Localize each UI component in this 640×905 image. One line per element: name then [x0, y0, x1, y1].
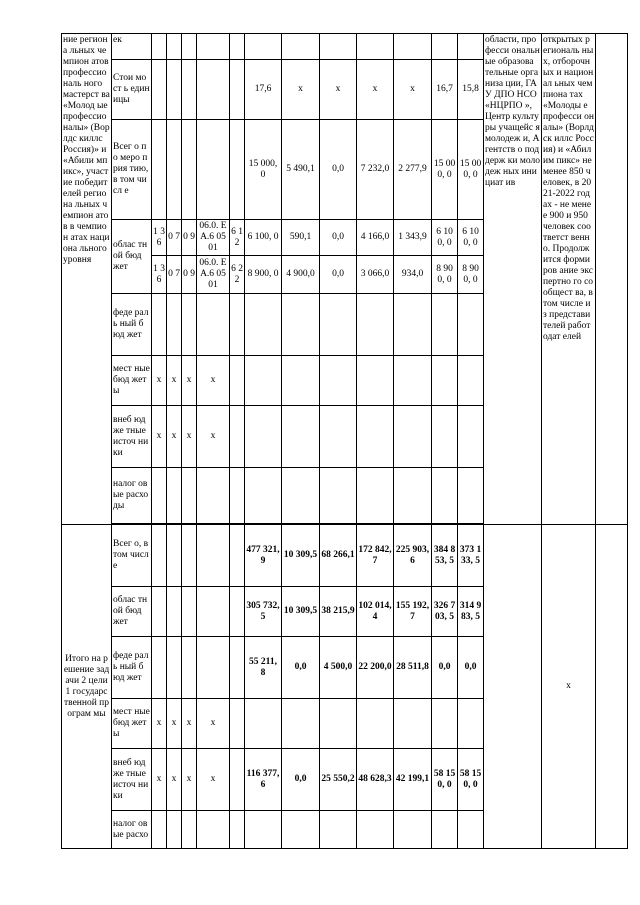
- value-cell: 38 215,9: [320, 587, 357, 637]
- value-cell: 17,6: [245, 60, 282, 120]
- value-cell: 15 000, 0: [458, 120, 484, 220]
- row-label: внеб юдже тные источ ники: [112, 406, 152, 468]
- value-cell: 16,7: [432, 60, 458, 120]
- value-cell: 116 377, 6: [245, 749, 282, 811]
- value-cell: 934,0: [394, 256, 432, 294]
- value-cell: 0,0: [432, 637, 458, 699]
- value-cell: 28 511,8: [394, 637, 432, 699]
- value-cell: 314 983, 5: [458, 587, 484, 637]
- row-label: мест ные бюд жеты: [112, 699, 152, 749]
- value-cell: 58 150, 0: [432, 749, 458, 811]
- indicator-cell: x: [542, 525, 596, 849]
- value-cell: 3 066,0: [357, 256, 394, 294]
- value-cell: 4 500,0: [320, 637, 357, 699]
- row-label: облас тной бюд жет: [112, 220, 152, 294]
- value-cell: 0,0: [320, 256, 357, 294]
- row-label: налог овые расхо: [112, 811, 152, 849]
- value-cell: 6 100, 0: [458, 220, 484, 256]
- value-cell: x: [152, 749, 167, 811]
- value-cell: 155 192,7: [394, 587, 432, 637]
- value-cell: 4 900,0: [282, 256, 320, 294]
- value-cell: 102 014,4: [357, 587, 394, 637]
- code-cell: 0 7: [167, 220, 182, 256]
- value-cell: 25 550,2: [320, 749, 357, 811]
- value-cell: 22 200,0: [357, 637, 394, 699]
- value-cell: x: [182, 356, 197, 406]
- code-cell: 1 3 6: [152, 256, 167, 294]
- measure-name-cell: ние регионa льных чемпион атов профессиональ ного мастерст ва «Молод ые профессионалы» (Ворлдс киллс Россия)» и «Абили мпикс», участие победит елей регионa льных чемпион атов в чемпион атах национa льного уровня: [62, 34, 112, 525]
- code-cell: 1 3 6: [152, 220, 167, 256]
- value-cell: 15,8: [458, 60, 484, 120]
- value-cell: 373 133, 5: [458, 525, 484, 587]
- value-cell: 4 166,0: [357, 220, 394, 256]
- value-cell: 6 100, 0: [432, 220, 458, 256]
- value-cell: 10 309,5: [282, 525, 320, 587]
- code-cell: 6 2 2: [230, 256, 245, 294]
- code-cell: 06.0. ЕА.6 0501: [197, 220, 230, 256]
- value-cell: x: [394, 60, 432, 120]
- value-cell: 172 842,7: [357, 525, 394, 587]
- value-cell: x: [197, 749, 230, 811]
- row-label: Всег о, в том числ е: [112, 525, 152, 587]
- row-label: феде раль ный бюд жет: [112, 637, 152, 699]
- value-cell: 5 490,1: [282, 120, 320, 220]
- value-cell: x: [167, 699, 182, 749]
- value-cell: x: [167, 356, 182, 406]
- value-cell: x: [182, 699, 197, 749]
- row-label: облас тной бюд жет: [112, 587, 152, 637]
- value-cell: x: [320, 60, 357, 120]
- value-cell: x: [182, 749, 197, 811]
- value-cell: 48 628,3: [357, 749, 394, 811]
- code-cell: 0 9: [182, 256, 197, 294]
- value-cell: 384 853, 5: [432, 525, 458, 587]
- row-label: Всег о по меро прия тию, в том числ е: [112, 120, 152, 220]
- value-cell: 0,0: [320, 120, 357, 220]
- value-cell: x: [197, 356, 230, 406]
- value-cell: x: [152, 356, 167, 406]
- value-cell: 58 150, 0: [458, 749, 484, 811]
- value-cell: x: [197, 699, 230, 749]
- code-cell: 0 9: [182, 220, 197, 256]
- value-cell: 15 000, 0: [245, 120, 282, 220]
- row-label: феде раль ный бюд жет: [112, 294, 152, 356]
- value-cell: 0,0: [458, 637, 484, 699]
- value-cell: 7 232,0: [357, 120, 394, 220]
- row-label: внеб юдже тные источ ники: [112, 749, 152, 811]
- value-cell: x: [167, 406, 182, 468]
- row-label: налог овые расхо ды: [112, 468, 152, 524]
- value-cell: 0,0: [282, 749, 320, 811]
- value-cell: 15 000, 0: [432, 120, 458, 220]
- value-cell: 477 321, 9: [245, 525, 282, 587]
- value-cell: 225 903,6: [394, 525, 432, 587]
- value-cell: x: [182, 406, 197, 468]
- value-cell: x: [197, 406, 230, 468]
- value-cell: x: [167, 749, 182, 811]
- value-cell: 0,0: [282, 637, 320, 699]
- value-cell: x: [357, 60, 394, 120]
- code-cell: 6 1 2: [230, 220, 245, 256]
- value-cell: x: [282, 60, 320, 120]
- value-cell: 590,1: [282, 220, 320, 256]
- value-cell: 10 309,5: [282, 587, 320, 637]
- document-page: [61, 33, 617, 849]
- budget-table: [61, 33, 628, 849]
- value-cell: 1 343,9: [394, 220, 432, 256]
- value-cell: 0,0: [320, 220, 357, 256]
- value-cell: 2 277,9: [394, 120, 432, 220]
- code-cell: 0 7: [167, 256, 182, 294]
- value-cell: x: [152, 406, 167, 468]
- row-label: Стои мост ь един ицы: [112, 60, 152, 120]
- value-cell: 42 199,1: [394, 749, 432, 811]
- value-cell: 326 703, 5: [432, 587, 458, 637]
- row-label: ек: [112, 34, 152, 60]
- value-cell: 8 900, 0: [458, 256, 484, 294]
- value-cell: 55 211, 8: [245, 637, 282, 699]
- code-cell: 06.0. ЕА.6 0501: [197, 256, 230, 294]
- row-label: мест ные бюд жеты: [112, 356, 152, 406]
- indicator-cell: открытых региональ ных, отборочн ых и национал ьных чемпиона тах «Молоды е професси оналы» (Ворлдск иллс Россия) и «Абилим пикс» не менее 850 человек, в 2021-2022 годах - не менее 900 и 950 человек соответст венно. Продолж ится формиров ание экспертно го сообщест ва, в том числе из представи телей работодат елей: [542, 34, 596, 525]
- value-cell: 305 732, 5: [245, 587, 282, 637]
- total-title-cell: Итого на решение задачи 2 цели 1 государс твенной програм мы: [62, 525, 112, 849]
- value-cell: 68 266,1: [320, 525, 357, 587]
- executor-cell: области, професси ональные образова тельные организа ции, ГАУ ДПО НСО «НЦРПО », Центр культуры учащейс я молодеж и, Агентств о поддерж ки молодеж ных инициат ив: [484, 34, 542, 525]
- value-cell: x: [152, 699, 167, 749]
- value-cell: 6 100, 0: [245, 220, 282, 256]
- value-cell: 8 900, 0: [245, 256, 282, 294]
- value-cell: 8 900, 0: [432, 256, 458, 294]
